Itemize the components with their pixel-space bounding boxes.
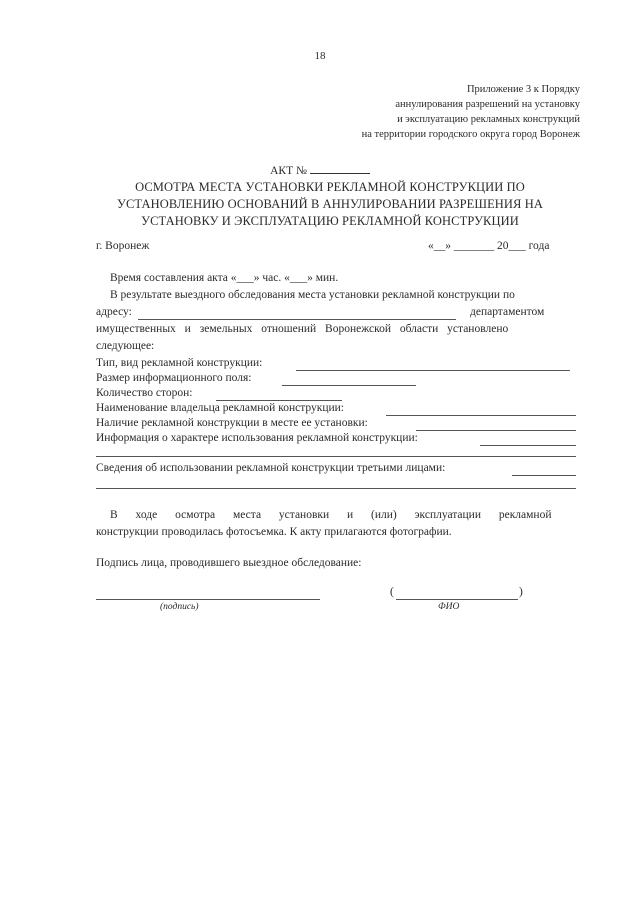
third-parties-extra-blank [96,488,576,489]
field-type-blank [296,370,570,371]
date-template: «__» _______ 20___ года [428,240,550,252]
third-parties-blank [512,475,576,476]
field-usage-label: Информация о характере использования рекламной конструкции: [96,432,418,444]
appendix-line: Приложение 3 к Порядку [466,84,580,95]
page-number: 18 [314,50,326,62]
city: г. Воронеж [96,240,150,252]
act-title [0,162,640,179]
field-size-label: Размер информационного поля: [96,372,252,384]
field-sides-label: Количество сторон: [96,387,193,399]
field-usage-blank [480,445,576,446]
appendix-line: и эксплуатацию рекламных конструкций [397,114,580,125]
survey-intro: В результате выездного обследования места установки рекламной конструкции по [110,289,515,301]
photo-line-1: В ходе осмотра места установки и (или) эксплуатации рекламной [110,509,552,521]
fio-caption: ФИО [438,602,460,612]
department-line: имущественных и земельных отношений Воронежской области установлено [96,323,509,335]
field-owner-label: Наименование владельца рекламной конструкции: [96,402,344,414]
document-heading: ОСМОТРА МЕСТА УСТАНОВКИ РЕКЛАМНОЙ КОНСТРУКЦИИ ПО УСТАНОВЛЕНИЮ ОСНОВАНИЙ В АННУЛИРОВАНИИ РАЗРЕШЕНИЯ НА УСТАНОВКУ И ЭКСПЛУАТАЦИЮ РЕКЛАМНОЙ КОНСТРУКЦИИ [117,180,543,228]
field-sides-blank [216,400,342,401]
act-label: АКТ № [270,165,307,177]
department-word: департаментом [470,306,545,318]
act-number-blank [310,162,370,174]
field-usage-extra-blank [96,456,576,457]
photo-line-2: конструкции проводилась фотосъемка. К акту прилагаются фотографии. [96,526,452,538]
time-line: Время составления акта «___» час. «___» мин. [110,272,339,284]
field-owner-blank [386,415,576,416]
third-parties-label: Сведения об использовании рекламной конструкции третьими лицами: [96,462,446,474]
signature-blank [96,599,320,600]
fio-open-paren: ( [390,586,394,598]
address-label: адресу: [96,306,132,318]
following-label: следующее: [96,340,155,352]
appendix-line: аннулирования разрешений на установку [395,99,580,110]
fio-blank [396,599,518,600]
field-presence-blank [416,430,576,431]
field-presence-label: Наличие рекламной конструкции в месте ее установки: [96,417,368,429]
address-blank [138,319,456,320]
appendix-line: на территории городского округа город Воронеж [361,129,580,140]
field-size-blank [282,385,416,386]
fio-close-paren: ) [519,586,523,598]
signature-label: Подпись лица, проводившего выездное обследование: [96,557,362,569]
appendix-note [362,82,580,142]
field-type-label: Тип, вид рекламной конструкции: [96,357,263,369]
signature-caption: (подпись) [160,602,199,612]
